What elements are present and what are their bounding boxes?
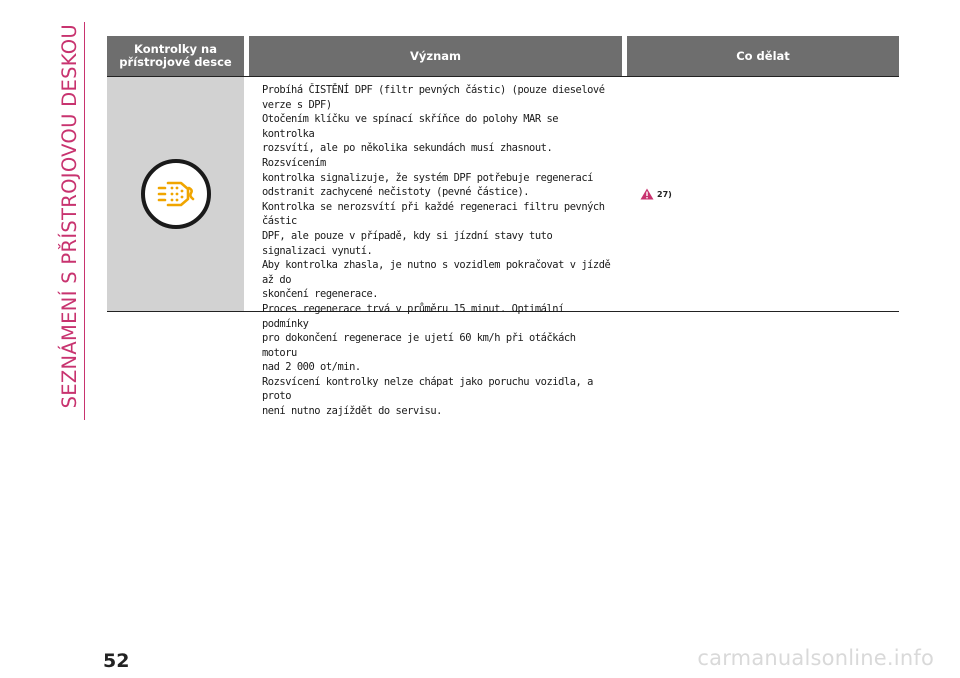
meaning-line: Rozsvícení kontrolky nelze chápat jako poruchu vozidla, a proto <box>262 375 593 403</box>
meaning-line: DPF, ale pouze v případě, kdy si jízdní stavy tuto signalizaci vynutí. <box>262 229 553 257</box>
dpf-filter-icon <box>156 179 196 209</box>
meaning-line: nad 2 000 ot/min. <box>262 361 361 374</box>
meaning-line: skončení regenerace. <box>262 288 379 301</box>
header-meaning: Význam <box>249 36 622 76</box>
meaning-line: pro dokončení regenerace je ujetí 60 km/h při otáčkách motoru <box>262 332 576 359</box>
meaning-line: rozsvítí, ale po několika sekundách musí zhasnout. Rozsvícením <box>262 142 553 169</box>
meaning-line: kontrolka signalizuje, že systém DPF potřebuje regenerací <box>262 171 593 184</box>
header-warning-lights <box>107 36 244 76</box>
table-header <box>107 36 899 77</box>
action-cell <box>627 77 899 311</box>
meaning-line: Aby kontrolka zhasla, je nutno s vozidlem pokračovat v jízdě až do <box>262 259 611 286</box>
meaning-line: Probíhá ČISTĚNÍ DPF (filtr pevných částic) (pouze dieselové <box>262 84 605 96</box>
table-row <box>107 77 899 418</box>
side-section-title: SEZNÁMENÍ S PŘÍSTROJOVOU DESKOU <box>56 22 85 420</box>
meaning-line: Proces regenerace trvá v průměru 15 minut. Optimální podmínky <box>262 302 564 330</box>
meaning-line: Kontrolka se nerozsvítí při každé regeneraci filtru pevných částic <box>262 200 605 228</box>
meaning-cell <box>249 77 622 418</box>
warning-light-badge <box>141 159 211 229</box>
watermark: carmanualsonline.info <box>697 646 934 670</box>
page-number: 52 <box>103 650 130 672</box>
warning-triangle-icon <box>640 188 654 200</box>
warning-light-cell <box>107 77 244 311</box>
header-warning-lights-line2: přístrojové desce <box>119 55 232 69</box>
meaning-line: odstranit zachycené nečistoty (pevné částice). <box>262 186 530 199</box>
header-warning-lights-line1: Kontrolky na <box>134 42 217 56</box>
meaning-line: verze s DPF) <box>262 98 332 111</box>
warning-reference[interactable] <box>640 188 672 200</box>
meaning-line: Otočením klíčku ve spínací skříňce do polohy MAR se kontrolka <box>262 113 559 140</box>
header-what-to-do: Co dělat <box>627 36 899 76</box>
warning-lights-table <box>107 36 899 418</box>
meaning-line: není nutno zajíždět do servisu. <box>262 405 442 418</box>
warning-reference-number: 27) <box>657 189 672 199</box>
